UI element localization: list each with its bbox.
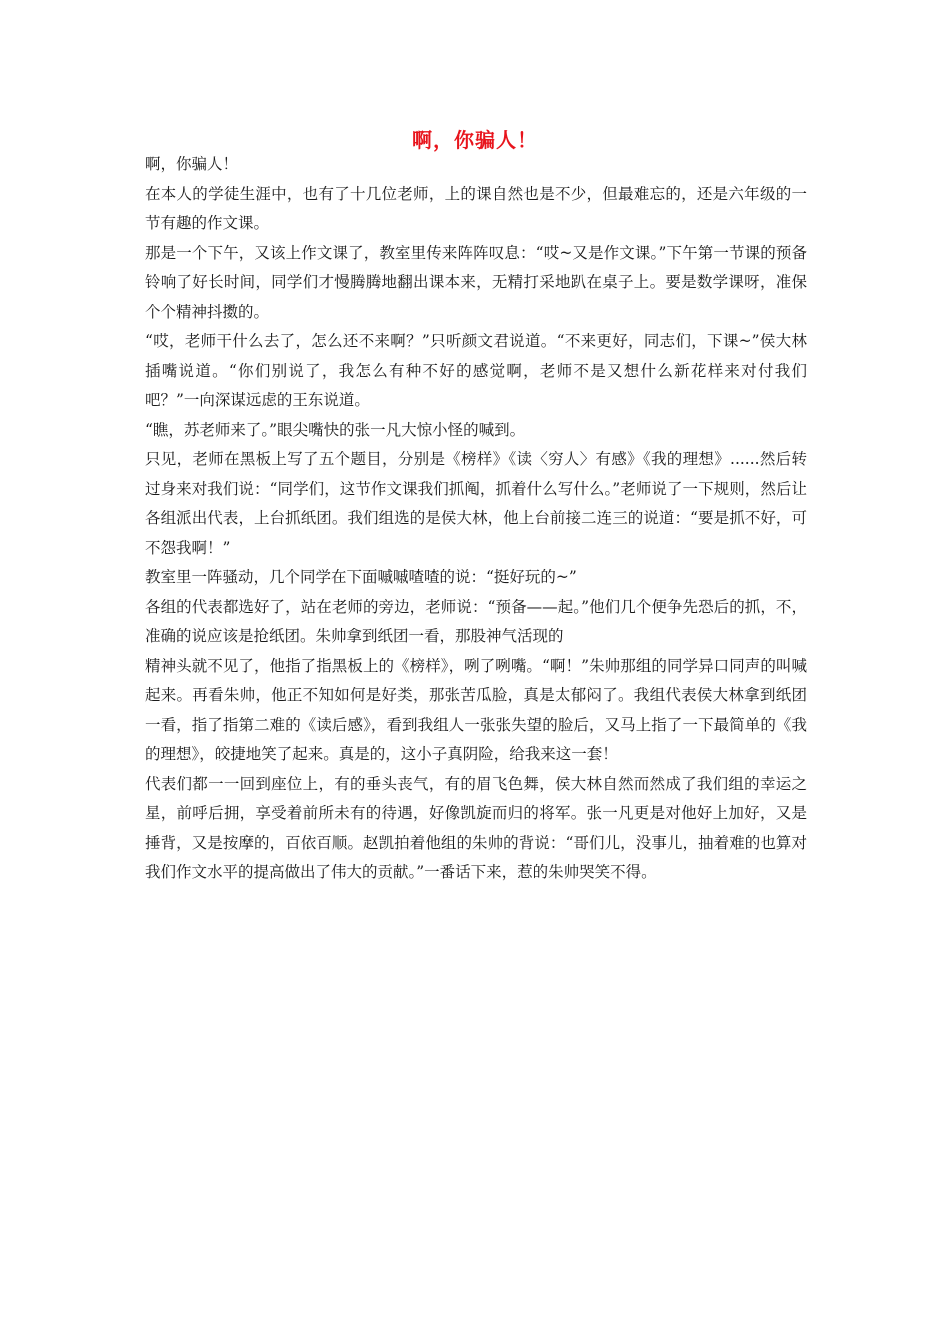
paragraph-8: 各组的代表都选好了，站在老师的旁边，老师说：“预备——起。”他们几个便争先恐后的抓，不，准确的说应该是抢纸团。朱帅拿到纸团一看，那股神气活现的 [145, 597, 807, 645]
paragraph-2: 在本人的学徒生涯中，也有了十几位老师，上的课自然也是不少，但最难忘的，还是六年级的一节有趣的作文课。 [145, 184, 807, 232]
document-body [145, 150, 807, 888]
paragraph-9: 精神头就不见了，他指了指黑板上的《榜样》，咧了咧嘴。“啊！”朱帅那组的同学异口同声的叫喊起来。再看朱帅，他正不知如何是好类，那张苦瓜脸，真是太郁闷了。我组代表侯大林拿到纸团一看，指了指第二难的《读后感》，看到我组人一张张失望的脸后，又马上指了一下最简单的《我的理想》，皎捷地笑了起来。真是的，这小子真阴险，给我来这一套！ [145, 656, 807, 763]
document-title: 啊，你骗人！ [412, 128, 538, 152]
paragraph-3: 那是一个下午，又该上作文课了，教室里传来阵阵叹息：“哎~又是作文课。”下午第一节课的预备铃响了好长时间，同学们才慢腾腾地翻出课本来，无精打采地趴在桌子上。要是数学课呀，准保个个精神抖擞的。 [145, 243, 807, 321]
paragraph-7: 教室里一阵骚动，几个同学在下面嘁嘁喳喳的说：“挺好玩的~” [145, 568, 577, 586]
paragraph-5: “瞧，苏老师来了。”眼尖嘴快的张一凡大惊小怪的喊到。 [145, 420, 526, 439]
paragraph-6: 只见，老师在黑板上写了五个题目，分别是《榜样》《读〈穷人〉有感》《我的理想》......然后转过身来对我们说：“同学们，这节作文课我们抓阄，抓着什么写什么。”老师说了一下规则，然后让各组派出代表，上台抓纸团。我们组选的是侯大林，他上台前接二连三的说道：“要是抓不好，可不怨我啊！” [145, 450, 807, 557]
paragraph-10: 代表们都一一回到座位上，有的垂头丧气，有的眉飞色舞，侯大林自然而然成了我们组的幸运之星，前呼后拥，享受着前所未有的待遇，好像凯旋而归的将军。张一凡更是对他好上加好，又是捶背，又是按摩的，百依百顺。赵凯拍着他组的朱帅的背说：“哥们儿，没事儿，抽着难的也算对我们作文水平的提高做出了伟大的贡献。”一番话下来，惹的朱帅哭笑不得。 [145, 774, 807, 881]
paragraph-1: 啊，你骗人！ [145, 155, 239, 173]
paragraph-4: “哎，老师干什么去了，怎么还不来啊？”只听颜文君说道。“不来更好，同志们，下课~”侯大林插嘴说道。“你们别说了，我怎么有种不好的感觉啊，老师不是又想什么新花样来对付我们吧？”一向深谋远虑的王东说道。 [145, 332, 807, 409]
